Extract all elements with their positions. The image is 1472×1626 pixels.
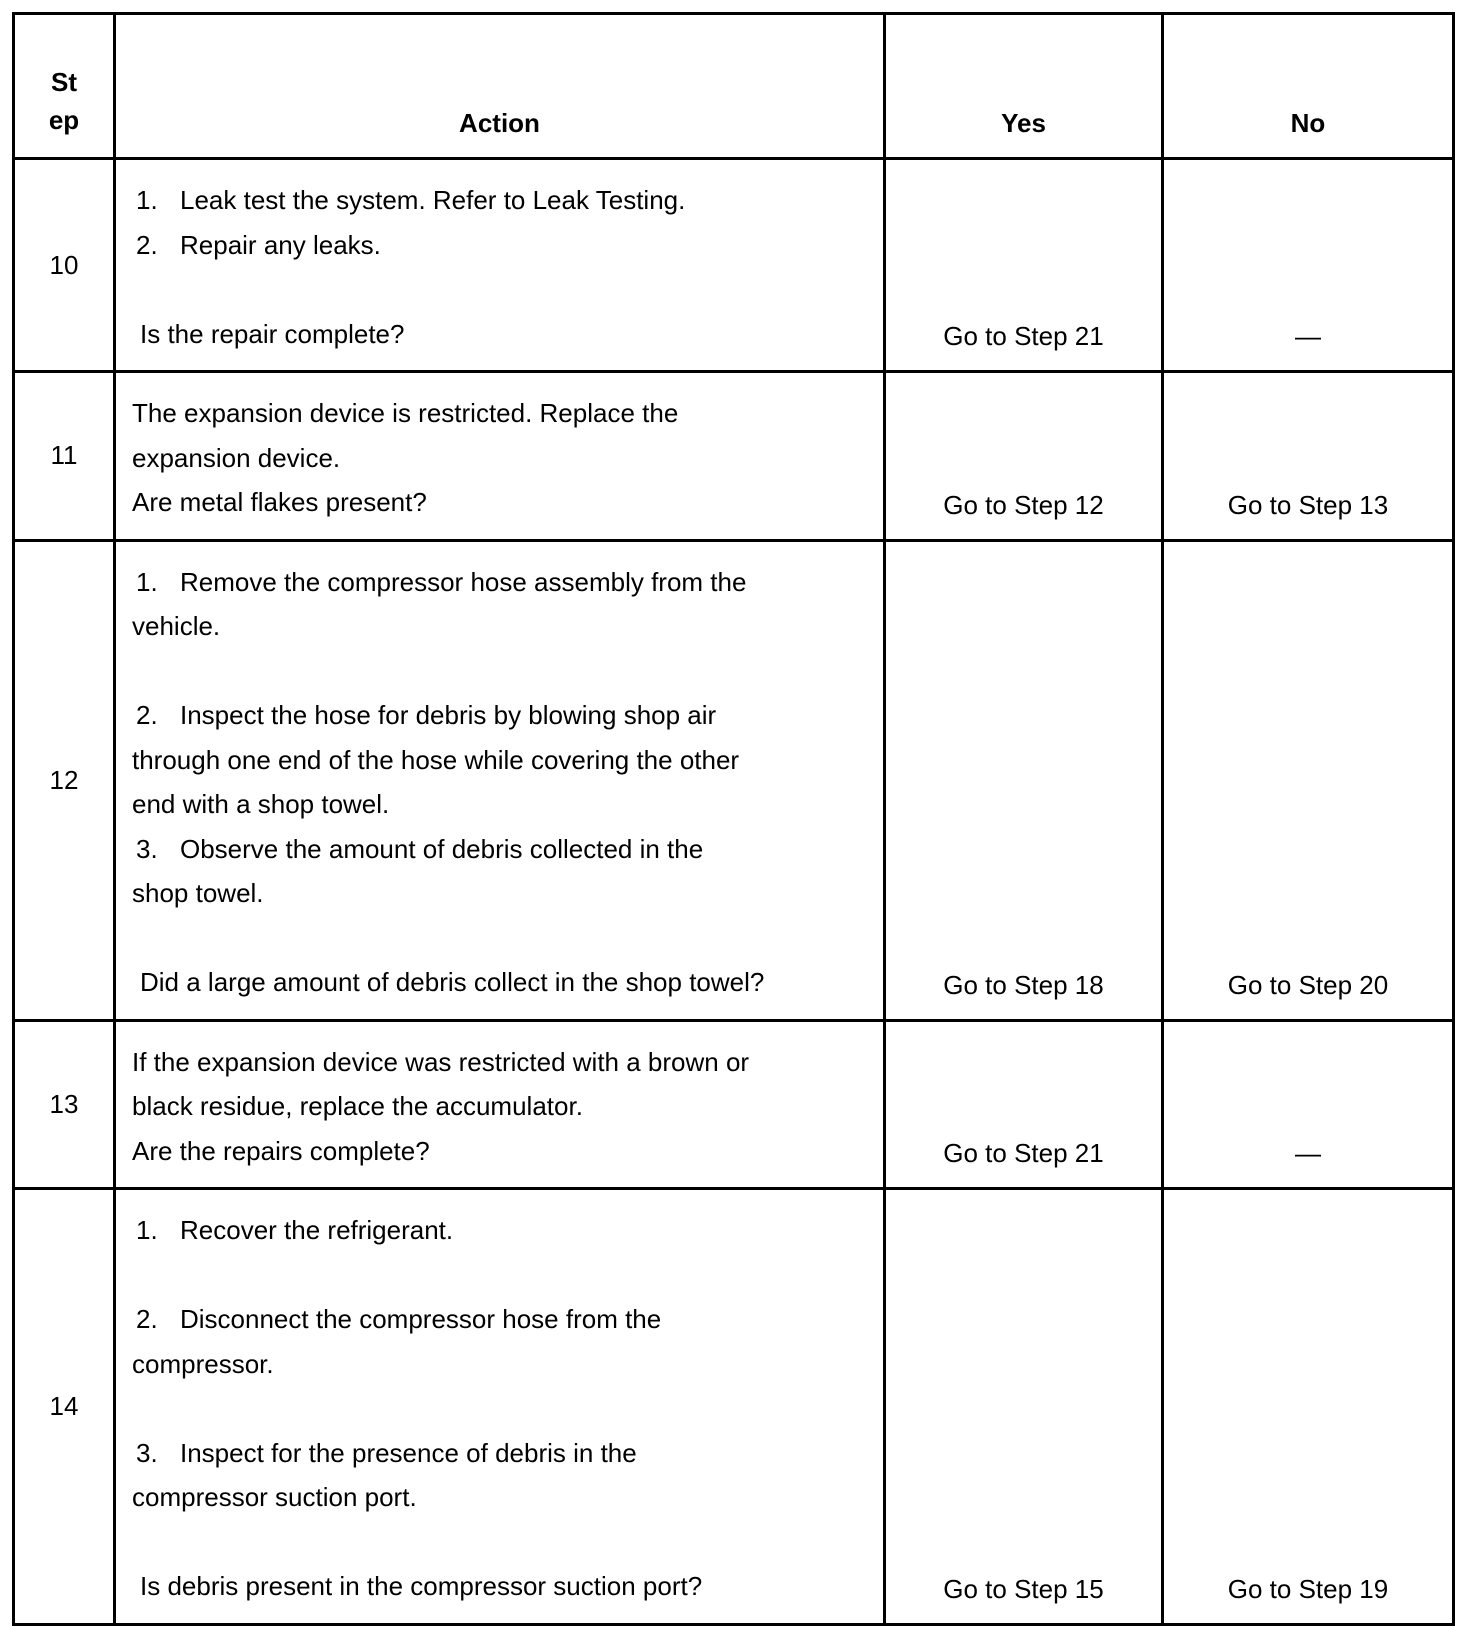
diagnostic-table [12, 12, 1455, 1626]
table-row [14, 372, 1454, 541]
yes-cell: Go to Step 21 [885, 1020, 1163, 1189]
action-cell [115, 1189, 885, 1625]
action-cell [115, 540, 885, 1020]
action-item: 2. Inspect the hose for debris by blowing shop air [136, 700, 717, 730]
action-item-cont: compressor. [132, 1348, 274, 1379]
no-cell: Go to Step 19 [1163, 1189, 1454, 1625]
action-item-cont: compressor suction port. [132, 1482, 417, 1512]
action-cell [115, 1020, 885, 1189]
yes-cell: Go to Step 12 [885, 372, 1163, 541]
header-no: No [1163, 14, 1454, 159]
yes-cell: Go to Step 15 [885, 1189, 1163, 1625]
table-row [14, 1020, 1454, 1189]
action-item: 1. Leak test the system. Refer to Leak Testing. [136, 185, 686, 215]
yes-cell: Go to Step 21 [885, 159, 1163, 372]
table-row [14, 540, 1454, 1020]
action-question: Are the repairs complete? [132, 1135, 430, 1166]
action-item: 3. Observe the amount of debris collected in the [136, 833, 704, 864]
action-text: The expansion device is restricted. Replace the [132, 398, 679, 428]
no-cell: Go to Step 13 [1163, 372, 1454, 541]
action-item: 3. Inspect for the presence of debris in the [136, 1437, 637, 1468]
step-number: 14 [14, 1189, 115, 1625]
header-row [14, 14, 1454, 159]
action-question: Is debris present in the compressor suction port? [140, 1571, 703, 1601]
no-cell: — [1163, 1020, 1454, 1189]
step-number: 10 [14, 159, 115, 372]
action-item-cont: through one end of the hose while covering the other [132, 744, 740, 775]
table-row [14, 159, 1454, 372]
action-question: Did a large amount of debris collect in the shop towel? [140, 967, 765, 997]
action-cell [115, 159, 885, 372]
action-item: 1. Recover the refrigerant. [136, 1215, 454, 1245]
action-item-cont: vehicle. [132, 611, 221, 641]
action-item: 2. Disconnect the compressor hose from the [136, 1304, 662, 1334]
header-action: Action [115, 14, 885, 159]
header-yes: Yes [885, 14, 1163, 159]
step-number: 13 [14, 1020, 115, 1189]
table-row [14, 1189, 1454, 1625]
action-question: Are metal flakes present? [132, 487, 427, 517]
action-text: If the expansion device was restricted with a brown or [132, 1046, 750, 1077]
step-number: 12 [14, 540, 115, 1020]
action-item: 1. Remove the compressor hose assembly from the [136, 566, 747, 597]
action-text: expansion device. [132, 442, 341, 473]
yes-cell: Go to Step 18 [885, 540, 1163, 1020]
no-cell: — [1163, 159, 1454, 372]
header-step: St ep [14, 14, 115, 159]
action-text: black residue, replace the accumulator. [132, 1091, 583, 1121]
action-item-cont: shop towel. [132, 878, 264, 908]
action-item-cont: end with a shop towel. [132, 789, 390, 819]
action-cell [115, 372, 885, 541]
no-cell: Go to Step 20 [1163, 540, 1454, 1020]
step-number: 11 [14, 372, 115, 541]
action-question: Is the repair complete? [140, 318, 405, 349]
action-item: 2. Repair any leaks. [136, 229, 381, 260]
